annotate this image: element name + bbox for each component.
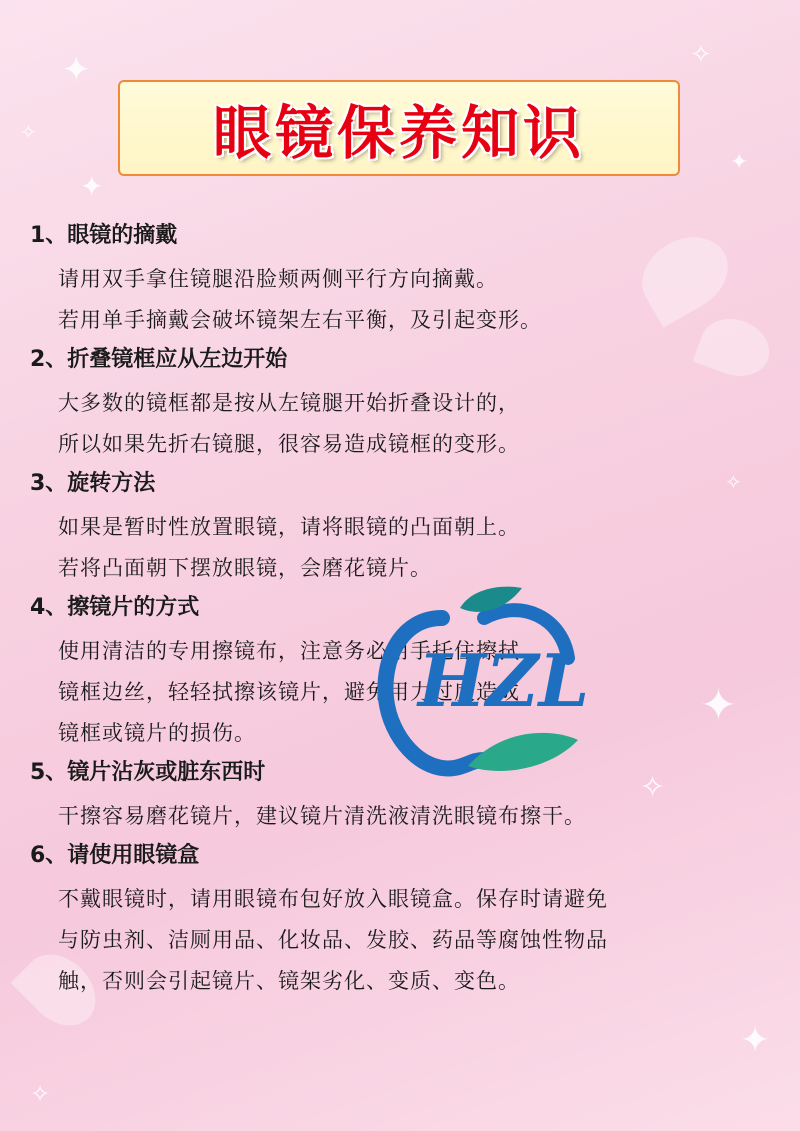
leaf-icon <box>468 733 578 771</box>
sparkle-icon: ✦ <box>730 150 749 175</box>
section-line: 镜框或镜片的损伤。 <box>58 721 256 745</box>
section-heading: 5、镜片沾灰或脏东西时 <box>30 760 266 785</box>
title-banner <box>118 80 680 176</box>
section-line: 与防虫剂、洁厕用品、化妆品、发胶、药品等腐蚀性物品 <box>58 928 608 952</box>
sparkle-icon: ✧ <box>725 470 742 494</box>
section-item <box>0 346 800 456</box>
sparkle-icon: ✧ <box>20 120 37 144</box>
page-title: 眼镜保养知识 <box>212 99 585 167</box>
section-heading: 4、擦镜片的方式 <box>30 595 200 620</box>
section-item <box>0 470 800 580</box>
logo-text: HZL <box>418 638 590 723</box>
sparkle-icon: ✧ <box>30 1080 51 1108</box>
section-item <box>0 222 800 332</box>
section-line: 若用单手摘戴会破坏镜架左右平衡，及引起变形。 <box>58 308 542 332</box>
section-line: 触，否则会引起镜片、镜架劣化、变质、变色。 <box>58 969 520 993</box>
section-line: 大多数的镜框都是按从左镜腿开始折叠设计的， <box>58 391 520 415</box>
section-line: 使用清洁的专用擦镜布，注意务必用手托住擦拭 <box>58 639 520 663</box>
section-line: 镜框边丝，轻轻拭擦该镜片，避免用力过度造成 <box>58 680 520 704</box>
hzl-apple-logo <box>372 578 592 778</box>
section-line: 所以如果先折右镜腿，很容易造成镜框的变形。 <box>58 432 520 456</box>
sparkle-icon: ✧ <box>690 40 712 70</box>
sparkle-icon: ✦ <box>740 1020 771 1061</box>
section-heading: 3、旋转方法 <box>30 471 156 496</box>
section-line: 不戴眼镜时，请用眼镜布包好放入眼镜盒。保存时请避免 <box>58 887 608 911</box>
section-heading: 6、请使用眼镜盒 <box>30 843 200 868</box>
section-item <box>0 842 800 993</box>
sparkle-icon: ✦ <box>62 50 91 90</box>
section-line: 如果是暂时性放置眼镜，请将眼镜的凸面朝上。 <box>58 515 520 539</box>
sparkle-icon: ✦ <box>700 680 737 731</box>
section-line: 若将凸面朝下摆放眼镜，会磨花镜片。 <box>58 556 432 580</box>
sparkle-icon: ✦ <box>80 170 104 203</box>
section-line: 请用双手拿住镜腿沿脸颊两侧平行方向摘戴。 <box>58 267 498 291</box>
section-line: 干擦容易磨花镜片，建议镜片清洗液清洗眼镜布擦干。 <box>58 804 586 828</box>
section-heading: 2、折叠镜框应从左边开始 <box>30 347 288 372</box>
sparkle-icon: ✧ <box>640 770 666 805</box>
section-heading: 1、眼镜的摘戴 <box>30 223 178 248</box>
